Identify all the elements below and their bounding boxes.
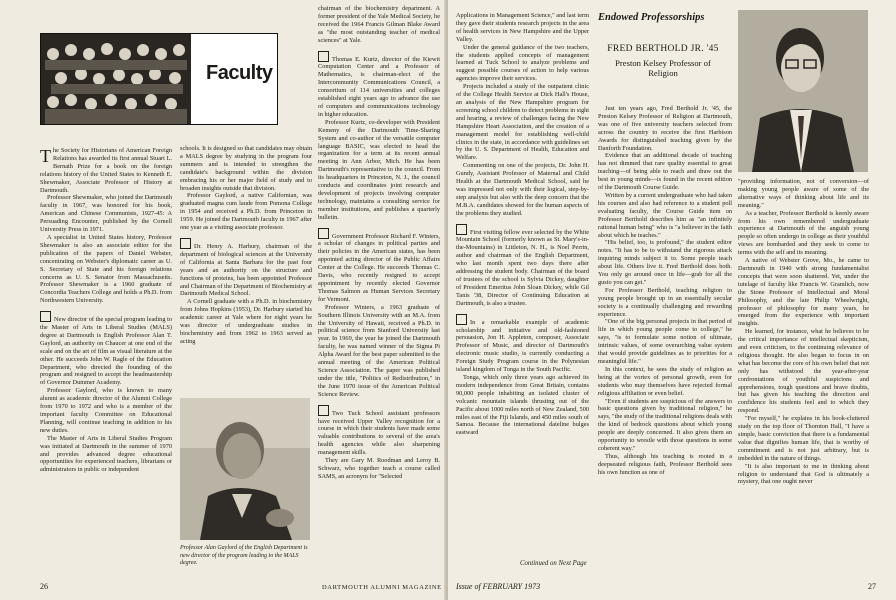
article-tuck-p6: Commenting on one of the projects, Dr. John H. Gundy, Assistant Professor of Maternal and Child Health at the Dartmouth Medical School, said he was impressed not only with their logical, step-by-step analysis but also with the deep concern that the M.B.A. candidates showed for the human aspects of the problems they studied.: [456, 162, 589, 217]
article-harbury-p3: chairman of the biochemistry department. A former president of the Yale Medical Society, he received the 1964 Francis Gilman Blake Award as "the most outstanding teacher of medical sciences" at Yale.: [318, 5, 440, 44]
article-gaylord-p3: The Master of Arts in Liberal Studies Program was initiated at Dartmouth in the summer of 1970 and provides advanced degree educational opportunities for experienced teachers, librarians or administrators in public or independent: [40, 434, 172, 474]
section-box-icon: [318, 405, 329, 416]
faculty-banner: [40, 33, 278, 125]
faculty-banner-title: Faculty: [206, 62, 273, 84]
gaylord-portrait-photo: [180, 398, 310, 540]
page-number-right: 27: [868, 582, 876, 591]
article-berthold-p5: For Professor Berthold, teaching religion to young people brought up in an essentially secular society is a continually challenging and rewarding experience.: [598, 286, 732, 318]
article-harbury-p1: Dr. Henry A. Harbury, chairman of the department of biological sciences at the University of California at Santa Barbara for the past four years and an authority on the structure and functions of proteins, has been appointed Professor and Chairman of the Department of Biochemistry at Dartmouth Medical School.: [180, 238, 312, 298]
article-appleton-p1: In a remarkable example of academic scholarship and initiative and old-fashioned persuasion, Jon H. Appleton, composer, Associate Professor of Music, and director of Dartmouth's electronic music studio, is currently conducting a Foreign Study Program course in the Polynesian island kingdom of Tonga in the South Pacific.: [456, 314, 589, 374]
gaylord-photo-caption: Professor Alan Gaylord of the English Department is new director of the program leading to the MALS degree.: [180, 545, 308, 567]
article-gaylord-p4: schools. It is designed so that candidates may obtain a MALS degree by studying in the program four summers and is intended to strengthen the candidate's background within the division embracing his or her major field of study and to broaden insights outside that division.: [180, 145, 312, 192]
faculty-group-photo: [41, 34, 191, 124]
professor-title-block: [598, 44, 728, 78]
article-berthold-p13: He learned, for instance, what he believes to be the critical importance of intellectual skepticism, and even criticism, to the continuing relevance of religious thought. He also began to focus in on what has become the core of his own belief that not only has withstood the year-after-year confrontations of youthful suspicions and apprehensions, tough questions and brave doubts, but has given his teaching the direction and confidence his students feel and to which they respond.: [738, 328, 869, 415]
left-page: [0, 0, 446, 600]
section-title: Endowed Professorships: [598, 12, 705, 23]
page-number-left: 26: [40, 582, 48, 591]
article-tuck-p2: They are Gary M. Roodman and Leroy B. Schwarz, who together teach a course called SAMS, an acronym for "Selected: [318, 457, 440, 480]
section-box-icon: [318, 51, 329, 62]
article-berthold-p8: "Even if students are suspicious of the answers to basic questions given by traditional religion," he says, "the study of the traditional religions deals with the kind of bedrock questions about which young people are deeply concerned. It also gives them an opportunity to wrestle with those questions in some coherent way.": [598, 397, 732, 452]
article-gaylord-p2: Professor Gaylord, who is known to many alumni as academic director of the Alumni College from 1970 to 1972 and who is a member of the important faculty Committee on Educational Planning, will continue teaching in addition to his new duties.: [40, 387, 172, 434]
article-kurtz-p1: Thomas E. Kurtz, director of the Kiewit Computation Center and a Professor of Mathematics, is chairman-elect of the Intercommunity Communications Council, a consortium of 114 universities and colleges established eight years ago to advance the use of computers and communications technology in higher education.: [318, 51, 440, 119]
left-column-1: [40, 147, 172, 582]
berthold-portrait-photo: [738, 10, 868, 172]
section-box-icon: [456, 224, 467, 235]
article-shewmaker-p3: A specialist in United States history, Professor Shewmaker is also an associate editor for the publication of the papers of Daniel Webster, concentrating on Webster's diplomatic career as U. S. Secretary of State and his foreign relations concerns as U. S. Senator from Massachusetts. Professor Shewmaker is a 1960 graduate of Concordia Teachers College and holds a Ph.D. from Northwestern University.: [40, 233, 172, 305]
article-berthold-p14: "For myself," he explains in his book-cluttered study on the top floor of Thornton Hall, "I have a simple, basic conviction that there is a fundamental value that dignifies human life, that is worthy of commitment and is not just arbitrary, but is imbedded in the nature of things.: [738, 415, 869, 462]
left-column-3: [318, 5, 440, 585]
professor-chair: Preston Kelsey Professor of Religion: [615, 58, 711, 78]
article-berthold-p11: As a teacher, Professor Berthold is keenly aware from his own remembered undergraduate experience at Dartmouth of the anguish young people so often undergo in college as their youthful views are bombarded and they seek to come to terms with the self and its meaning.: [738, 209, 869, 257]
continued-note: Continued on Next Page: [520, 560, 587, 567]
article-shewmaker-p1: The Society for Historians of American Foreign Relations has awarded its first annual Stuart L. Bernath Prize for a book on the foreign relations history of the United States to Kenneth E. Shewmaker, Associate Professor of History at Dartmouth.: [40, 147, 172, 194]
article-perrin-p1: First visiting fellow ever selected by the White Mountain School (formerly known as St. Mary's-in-the-Mountains) in Littleton, N. H., is Noel Perrin, author and chairman of the English Department, who last month spent two days there after addressing the student body. Chairman of the board of trustees of the school is Sylvia Dickey, daughter of President Emeritus John Sloan Dickey, while Gil Tanis '38, Director of Continuing Education at Dartmouth, is also a trustee.: [456, 224, 589, 308]
article-tuck-p4: Under the general guidance of the two teachers, the students applied concepts of management learned at Tuck School to analyze problems and suggest possible courses of action to help various agencies improve their services.: [456, 43, 589, 83]
right-column-3: [738, 178, 869, 578]
article-harbury-p2: A Cornell graduate with a Ph.D. in biochemistry from Johns Hopkins (1953), Dr. Harbury started his academic career at Yale where for eight years he was director of undergraduate studies in biochemistry and from 1962 to 1963 served as acting: [180, 298, 312, 345]
article-berthold-p4: "His belief, too, is profound," the student editor notes. "It has to be to withstand the rigorous attack inquiring minds subject it to. Some people teach about life. Others live it. Fred Berthold does both. You only go around once in life—grab for all the gusto you can get.": [598, 239, 732, 286]
section-box-icon: [318, 228, 329, 239]
article-tuck-p5: Projects included a study of the outpatient clinic of the College Health Service at Dick Hall's House, an analysis of the New Hampshire program for screening school children to detect problems in sight and hearing, a review of challenges facing the New Hampshire Heart Association, and the creation of a management model for establishing well-child clinics in the state, in accordance with guidelines set by the U. S. Department of Health, Education and Welfare.: [456, 83, 589, 162]
right-column-2: [598, 105, 732, 575]
right-column-1: [456, 12, 589, 572]
article-berthold-p12: A native of Webster Grove, Mo., he came to Dartmouth in 1940 with strong fundamentalist concepts that were soon shattered. Yet, under the tutelage of faculty like Francis W. Gramlich, now the Stone Professor of Intellectual and Moral Philosophy, and the late Philip Wheelwright, professor of philosophy for many years, he emerged from the experience with important insights.: [738, 257, 869, 328]
article-shewmaker-p2: Professor Shewmaker, who joined the Dartmouth faculty in 1967, was honored for his book, American and Chinese Communists, 1927-45: A Persuading Encounter, published by the Cornell University Press in 1971.: [40, 194, 172, 234]
portrait-figure: [180, 398, 310, 540]
article-winters-p1: Government Professor Richard F. Winters, a scholar of changes in political parties and their policies in the American states, has been appointed acting director of the Public Affairs Center at the College. He succeeds Thomas C. Davis, who recently resigned to accept appointment by recently elected Governor Thomas Salmon as Human Services Secretary for Vermont.: [318, 228, 440, 304]
article-tuck-p1: Two Tuck School assistant professors have received Upper Valley recognition for a course in which their students have made some valuable contributions to several of the area's health agencies while also sharpening management skills.: [318, 405, 440, 457]
section-box-icon: [40, 311, 51, 322]
portrait-figure: [738, 10, 868, 172]
article-berthold-p7: In this context, he sees the study of religion as being at the vortex of personal growth, even for students who may themselves have rejected formal religious affiliation or even belief.: [598, 365, 732, 397]
left-column-2: [180, 145, 312, 387]
article-berthold-p1: Just ten years ago, Fred Berthold Jr. '45, the Preston Kelsey Professor of Religion at Dartmouth, was one of five university teachers selected from across the country to receive the first Harbison Awards for distinguished teaching given by the Danforth Foundation.: [598, 105, 732, 152]
article-berthold-p10: "providing information, not of conversion—of making young people aware of some of the alternative ways of thinking about life and its meaning.": [738, 178, 869, 209]
article-berthold-p9: Thus, although his teaching is rooted in a deepseated religious faith, Professor Berthold sees his own function as one of: [598, 452, 732, 476]
article-gaylord-p5: Professor Gaylord, a native Californian, was graduated magna cum laude from Pomona College in 1954 and received a Ph.D. from Princeton in 1959. He joined the Dartmouth faculty in 1967 after one year as a visiting associate professor.: [180, 192, 312, 232]
article-berthold-p15: "It is also important to me in thinking about religion to understand that God is ultimately a mystery, that one ought never: [738, 462, 869, 486]
right-page: [448, 0, 896, 600]
article-winters-p2: Professor Winters, a 1963 graduate of Southern Illinois University with an M.A. from the University of Hawaii, received a Ph.D. in political science from Stanford University last year. In 1969, the year he joined the Dartmouth faculty, he was named winner of the Sigma Pi Alpha Award for the best paper submitted to the annual meeting of the American Political Science Association. The paper was published under the title, "Politics of Redistribution," in the June 1970 issue of the American Political Science Review.: [318, 303, 440, 398]
article-gaylord-p1: New director of the special program leading to the Master of Arts in Liberal Studies (MALS) degree at Dartmouth is English Professor Alan T. Gaylord, an authority on Chaucer at one end of the scale and on the art of film as visual literature at the other. He succeeds John W. Ragle of the Education Department, who directed the founding of the program and resigned to accept the headmastership of Governor Dummer Academy.: [40, 311, 172, 387]
issue-date: Issue of FEBRUARY 1973: [456, 582, 541, 591]
article-berthold-p3: Written by a current undergraduate who had taken his courses and also had reference to a student poll evaluating faculty, the Course Guide item on Professor Berthold describes him as "an infinitely rational human being" who is "a believer in the faith about which he teaches.": [598, 191, 732, 239]
article-appleton-p2: Tonga, which only three years ago achieved its modern independence from Great Britain, contains 90,000 people inhabiting an isolated cluster of volcanic mountain islands thrusting out of the Pacific about 1000 miles north of New Zealand, 500 miles east of the Fiji Islands, and 450 miles south of Samoa. Because the international dateline bulges eastward: [456, 373, 589, 437]
magazine-name: DARTMOUTH ALUMNI MAGAZINE: [322, 584, 442, 591]
professor-name: FRED BERTHOLD JR. '45: [607, 44, 719, 54]
article-berthold-p2: Evidence that an additional decade of teaching has not dimmed that rare quality essential to great teaching—of being able to reach and draw out the best in young minds—is found in the recent edition of the Dartmouth Course Guide.: [598, 152, 732, 192]
article-tuck-p3: Applications in Management Science," and last term they gave their students research projects in the area of health services in New Hampshire and the Upper Valley.: [456, 12, 589, 43]
section-box-icon: [180, 238, 191, 249]
article-kurtz-p2: Professor Kurtz, co-developer with President Kemeny of the Dartmouth Time-Sharing System and co-author of the versatile computer language BASIC, was elected to head the organization for a term at its recent annual meeting in Ann Arbor, Mich. He has been Dartmouth's representative to the council. From its headquarters in Princeton, N. J., the council conducts and coordinates joint research and development of projects involving computer technology, maintains a consulting service for member institutions, and publishes a quarterly bulletin.: [318, 118, 440, 221]
article-berthold-p6: "One of the big personal projects in that period of life in which young people come to college," he says, "is to formulate some notion of ultimate, intrinsic values, of some overarching value system that would provide guidelines as to priorities for a meaningful life.": [598, 318, 732, 365]
section-box-icon: [456, 314, 467, 325]
